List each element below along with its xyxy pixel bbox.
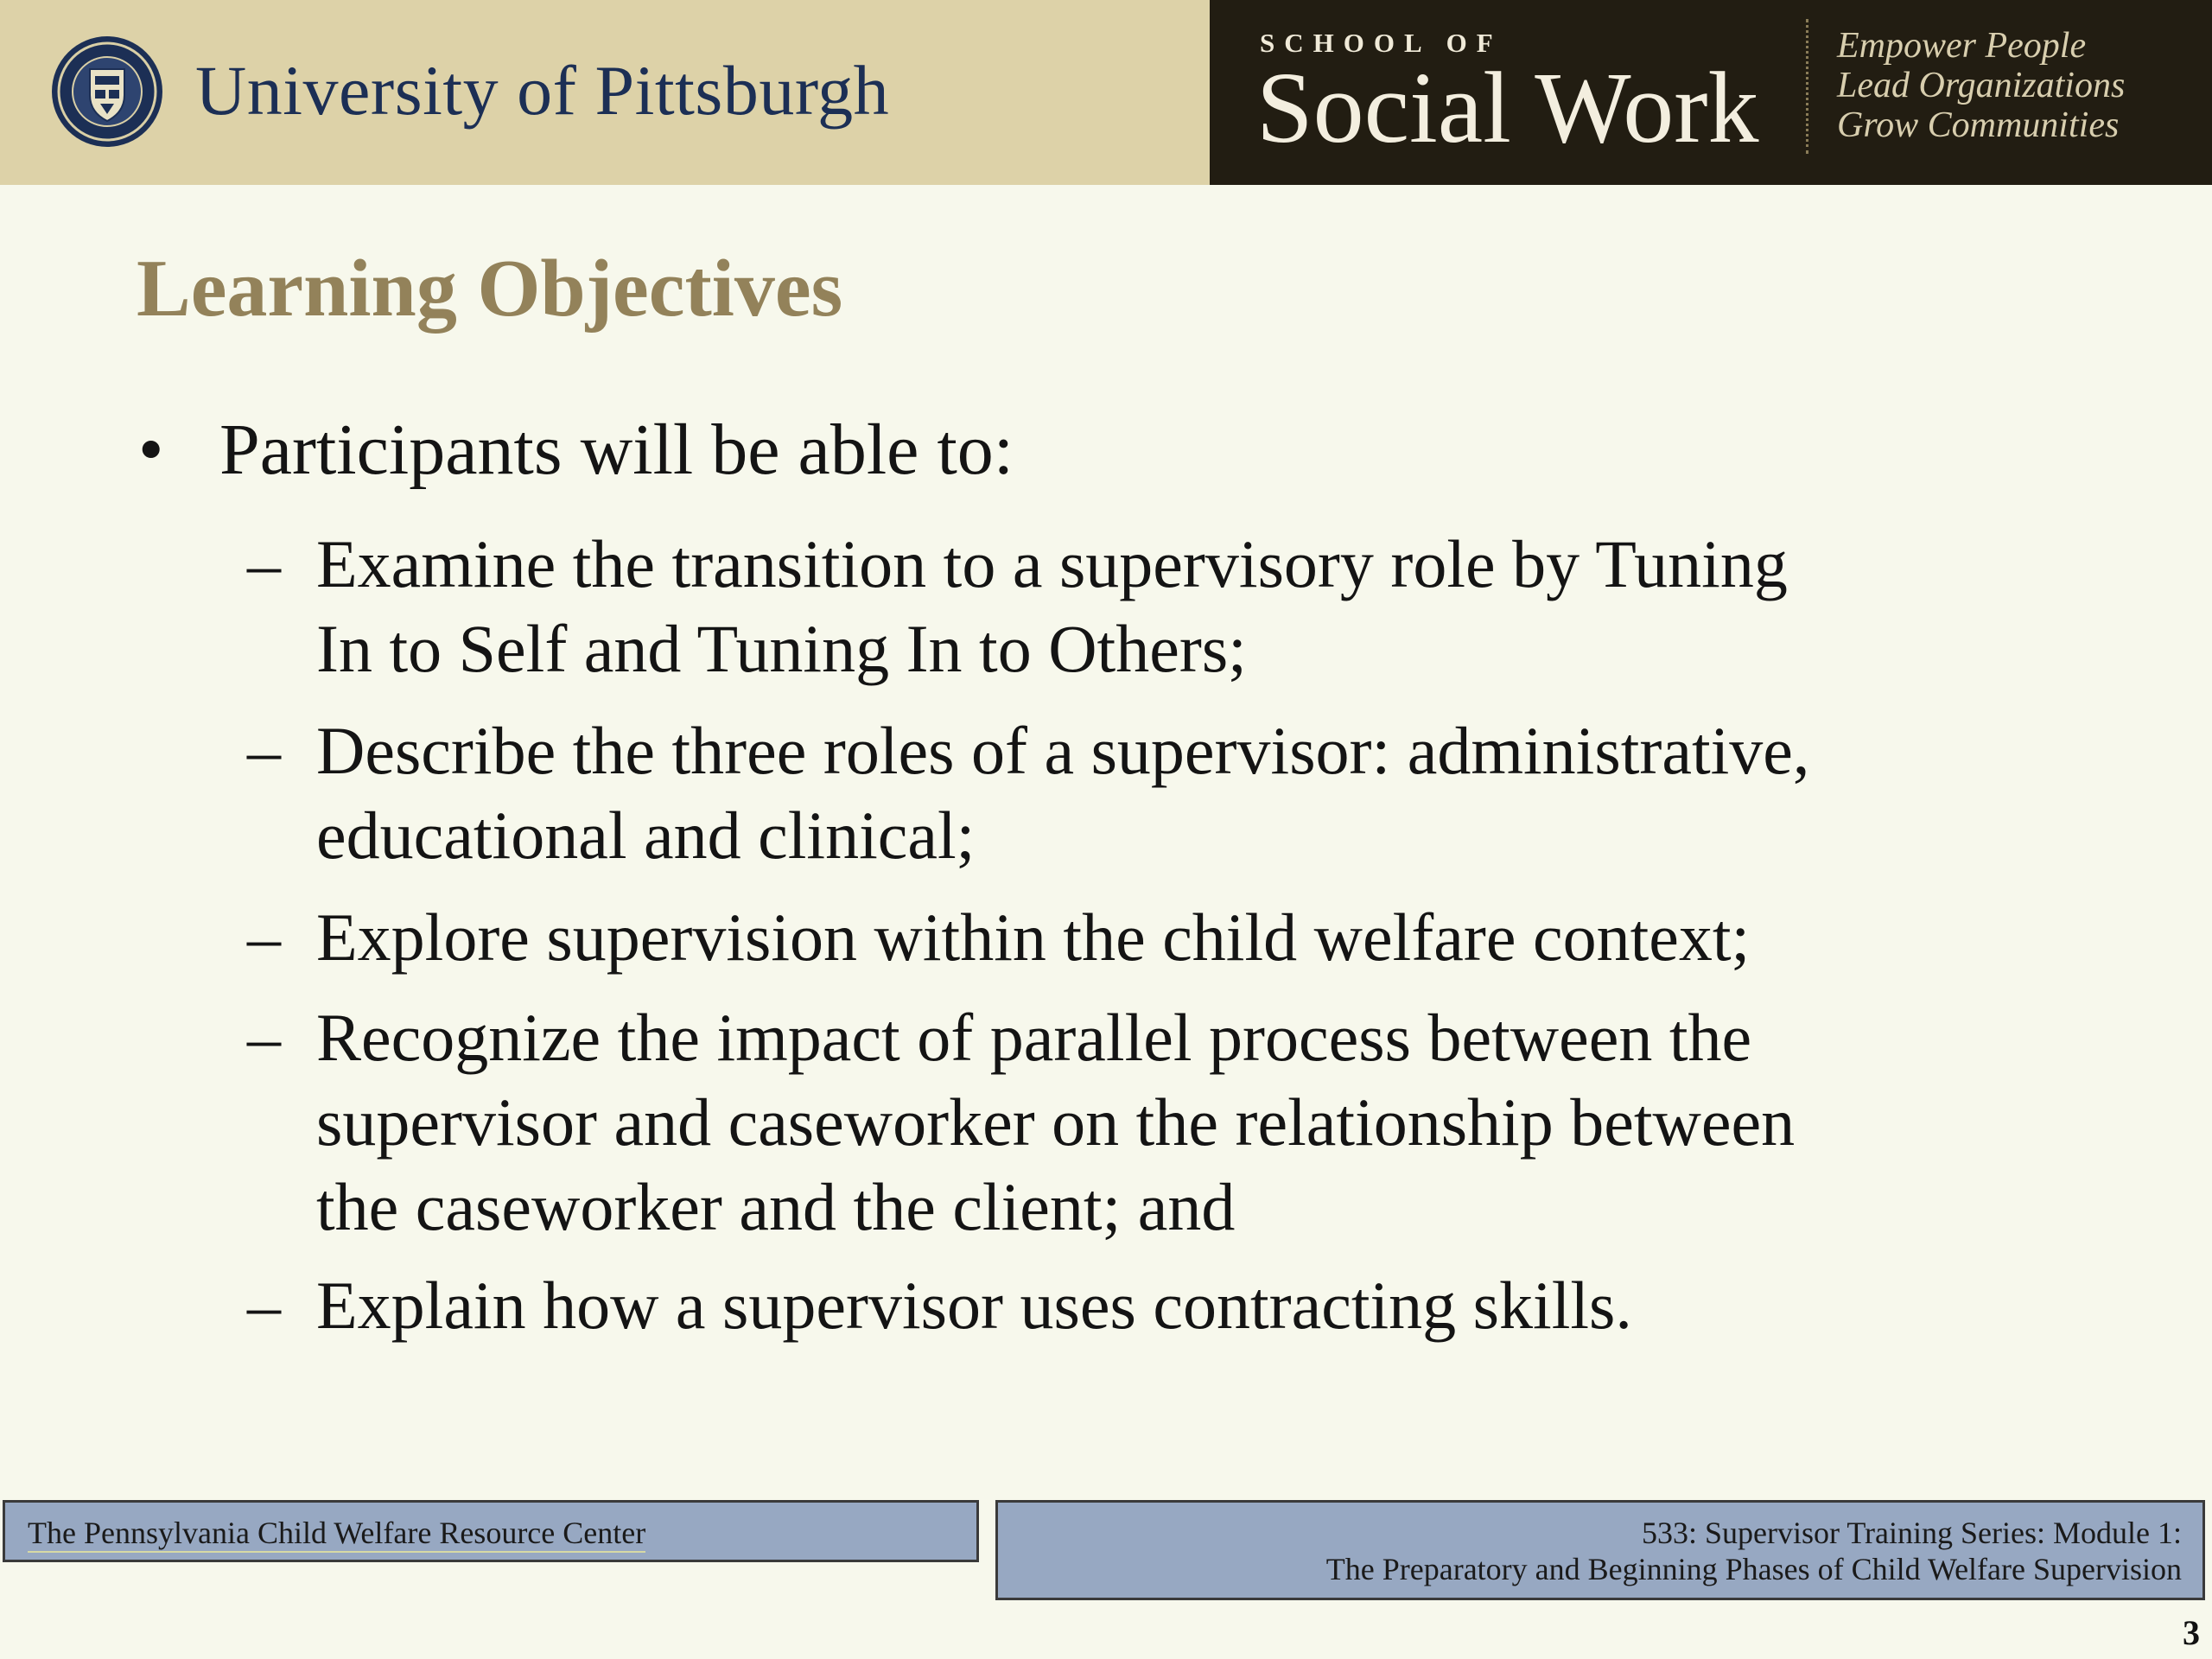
sub-item-text [316,895,2131,980]
school-tagline [1837,26,2125,145]
sub-item-line: Describe the three roles of a supervisor: administrative, [316,713,1810,788]
footer-resource-center [3,1500,979,1562]
sub-item-line: the caseworker and the client; and [316,1169,1236,1244]
sub-item-line: Examine the transition to a supervisory role by Tuning [316,526,1788,601]
university-seal-icon [50,35,164,149]
sub-item-line: supervisor and caseworker on the relationship between [316,1084,1796,1160]
footer-module-line: 533: Supervisor Training Series: Module 1: [1641,1516,2182,1550]
slide-header [0,0,2212,185]
school-name: Social Work [1256,51,1759,164]
bullet-text: Participants will be able to: [219,410,1014,490]
header-university-panel [0,0,1210,185]
sub-item-marker: – [247,713,281,788]
sub-item-marker: – [247,1000,281,1075]
tagline-line: Empower People [1837,26,2087,66]
sub-item-text [316,522,2131,691]
footer-module-subtitle: The Preparatory and Beginning Phases of Child Welfare Supervision [1325,1552,2182,1586]
tagline-line: Grow Communities [1837,105,2120,145]
footer-right-text [1326,1515,2182,1587]
footer-left-text: The Pennsylvania Child Welfare Resource Center [28,1515,645,1553]
sub-item-line: Explore supervision within the child welfare context; [316,899,1751,975]
sub-item-text [316,709,2131,878]
page-number: 3 [2183,1613,2200,1652]
sub-item-line: Explain how a supervisor uses contracting skills. [316,1268,1632,1343]
tagline-line: Lead Organizations [1837,66,2126,105]
sub-item-marker: – [247,899,281,975]
university-name: University of Pittsburgh [195,51,890,130]
sub-item-line: Recognize the impact of parallel process between the [316,1000,1752,1075]
footer-module-info [995,1500,2205,1600]
school-of-label: SCHOOL OF [1260,28,1503,58]
sub-item-marker: – [247,526,281,601]
sub-item-line: educational and clinical; [316,798,976,873]
sub-item-text [316,995,2131,1249]
sub-item-marker: – [247,1268,281,1343]
sub-item-text [316,1263,2131,1348]
sub-item-line: In to Self and Tuning In to Others; [316,611,1247,686]
bullet-marker: • [138,410,164,490]
header-divider [1806,19,1808,154]
slide-title: Learning Objectives [137,244,843,334]
